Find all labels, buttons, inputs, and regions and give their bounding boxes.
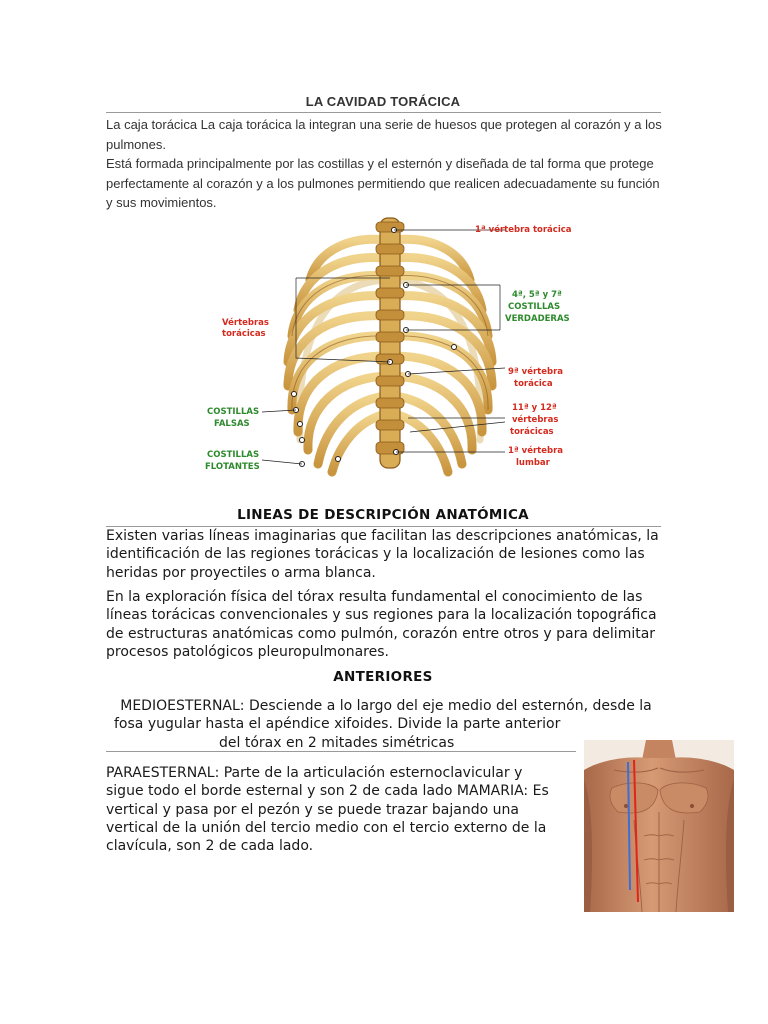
section-title-cavidad-toracica: LA CAVIDAD TORÁCICA: [305, 94, 461, 109]
medioesternal-line-1: MEDIOESTERNAL: Desciende a lo largo del eje medio del esternón, desde la: [120, 698, 652, 714]
paragraph-paraesternal: PARAESTERNAL: Parte de la articulación esternoclavicular y sigue todo el borde esternal y son 2 de cada lado MAMARIA: Es vertical y pasa por el pezón y se puede trazar bajando una vertical de la unión del tercio medio con el tercio externo de la clavícula, son 2 de cada lado.: [106, 765, 549, 855]
torso-illustration: [584, 740, 734, 912]
label-vertebras-toracicas-2: torácicas: [222, 329, 266, 339]
label-costillas-verdaderas-1: COSTILLAS: [508, 302, 561, 312]
medioesternal-line-3: del tórax en 2 mitades simétricas: [219, 734, 455, 751]
paragraph-caja-toracica: La caja torácica La caja torácica la integran una serie de huesos que protegen al corazón y a los pulmones.: [106, 117, 662, 152]
label-costillas-falsas-1: COSTILLAS: [207, 407, 260, 417]
label-vertebra-lumbar-2: lumbar: [516, 458, 550, 468]
medioesternal-line-2: fosa yugular hasta el apéndice xifoides. Divide la parte anterior: [114, 716, 561, 733]
label-vertebra-lumbar-1: 1ª vértebra: [508, 446, 564, 456]
medioesternal-underline: [106, 751, 576, 752]
paragraph-medioesternal: [106, 697, 666, 752]
torso-photo: [584, 740, 734, 912]
label-costillas-verdaderas-2: VERDADERAS: [505, 314, 570, 324]
paragraph-formada: Está formada principalmente por las costillas y el esternón y diseñada de tal forma que protege perfectamente al corazón y a los pulmones permitiendo que realicen adecuadamente su función y sus movimientos.: [106, 156, 660, 210]
label-undecima-duodecima-2: vértebras: [512, 415, 559, 425]
label-costillas-flotantes-2: FLOTANTES: [205, 462, 260, 472]
title-underline: [106, 112, 661, 113]
section-title-lineas-descripcion: LINEAS DE DESCRIPCIÓN ANATÓMICA: [237, 507, 529, 523]
label-vertebras-toracicas-1: Vértebras: [222, 318, 269, 328]
section-title-anteriores: ANTERIORES: [333, 669, 433, 685]
label-costillas-falsas-2: FALSAS: [214, 419, 250, 429]
paragraph-exploracion-fisica: En la exploración física del tórax resulta fundamental el conocimiento de las líneas torácicas convencionales y sus regiones para la localización topográfica de estructuras anatómicas como pulmón, corazón entre otros y para delimitar procesos patológicos pleuropulmonares.: [106, 589, 657, 660]
label-primera-vertebra-toracica: 1ª vértebra torácica: [475, 225, 572, 235]
label-undecima-duodecima-3: torácicas: [510, 427, 554, 437]
label-novena-vertebra-1: 9ª vértebra: [508, 367, 564, 377]
label-costillas-verdaderas-num: 4ª, 5ª y 7ª: [512, 290, 562, 300]
label-novena-vertebra-2: torácica: [514, 379, 553, 389]
label-undecima-duodecima-1: 11ª y 12ª: [512, 403, 557, 413]
paragraph-lineas-imaginarias: Existen varias líneas imaginarias que facilitan las descripciones anatómicas, la identificación de las regiones torácicas y la localización de lesiones como las heridas por proyectiles o arma blanca.: [106, 528, 659, 581]
label-costillas-flotantes-1: COSTILLAS: [207, 450, 260, 460]
